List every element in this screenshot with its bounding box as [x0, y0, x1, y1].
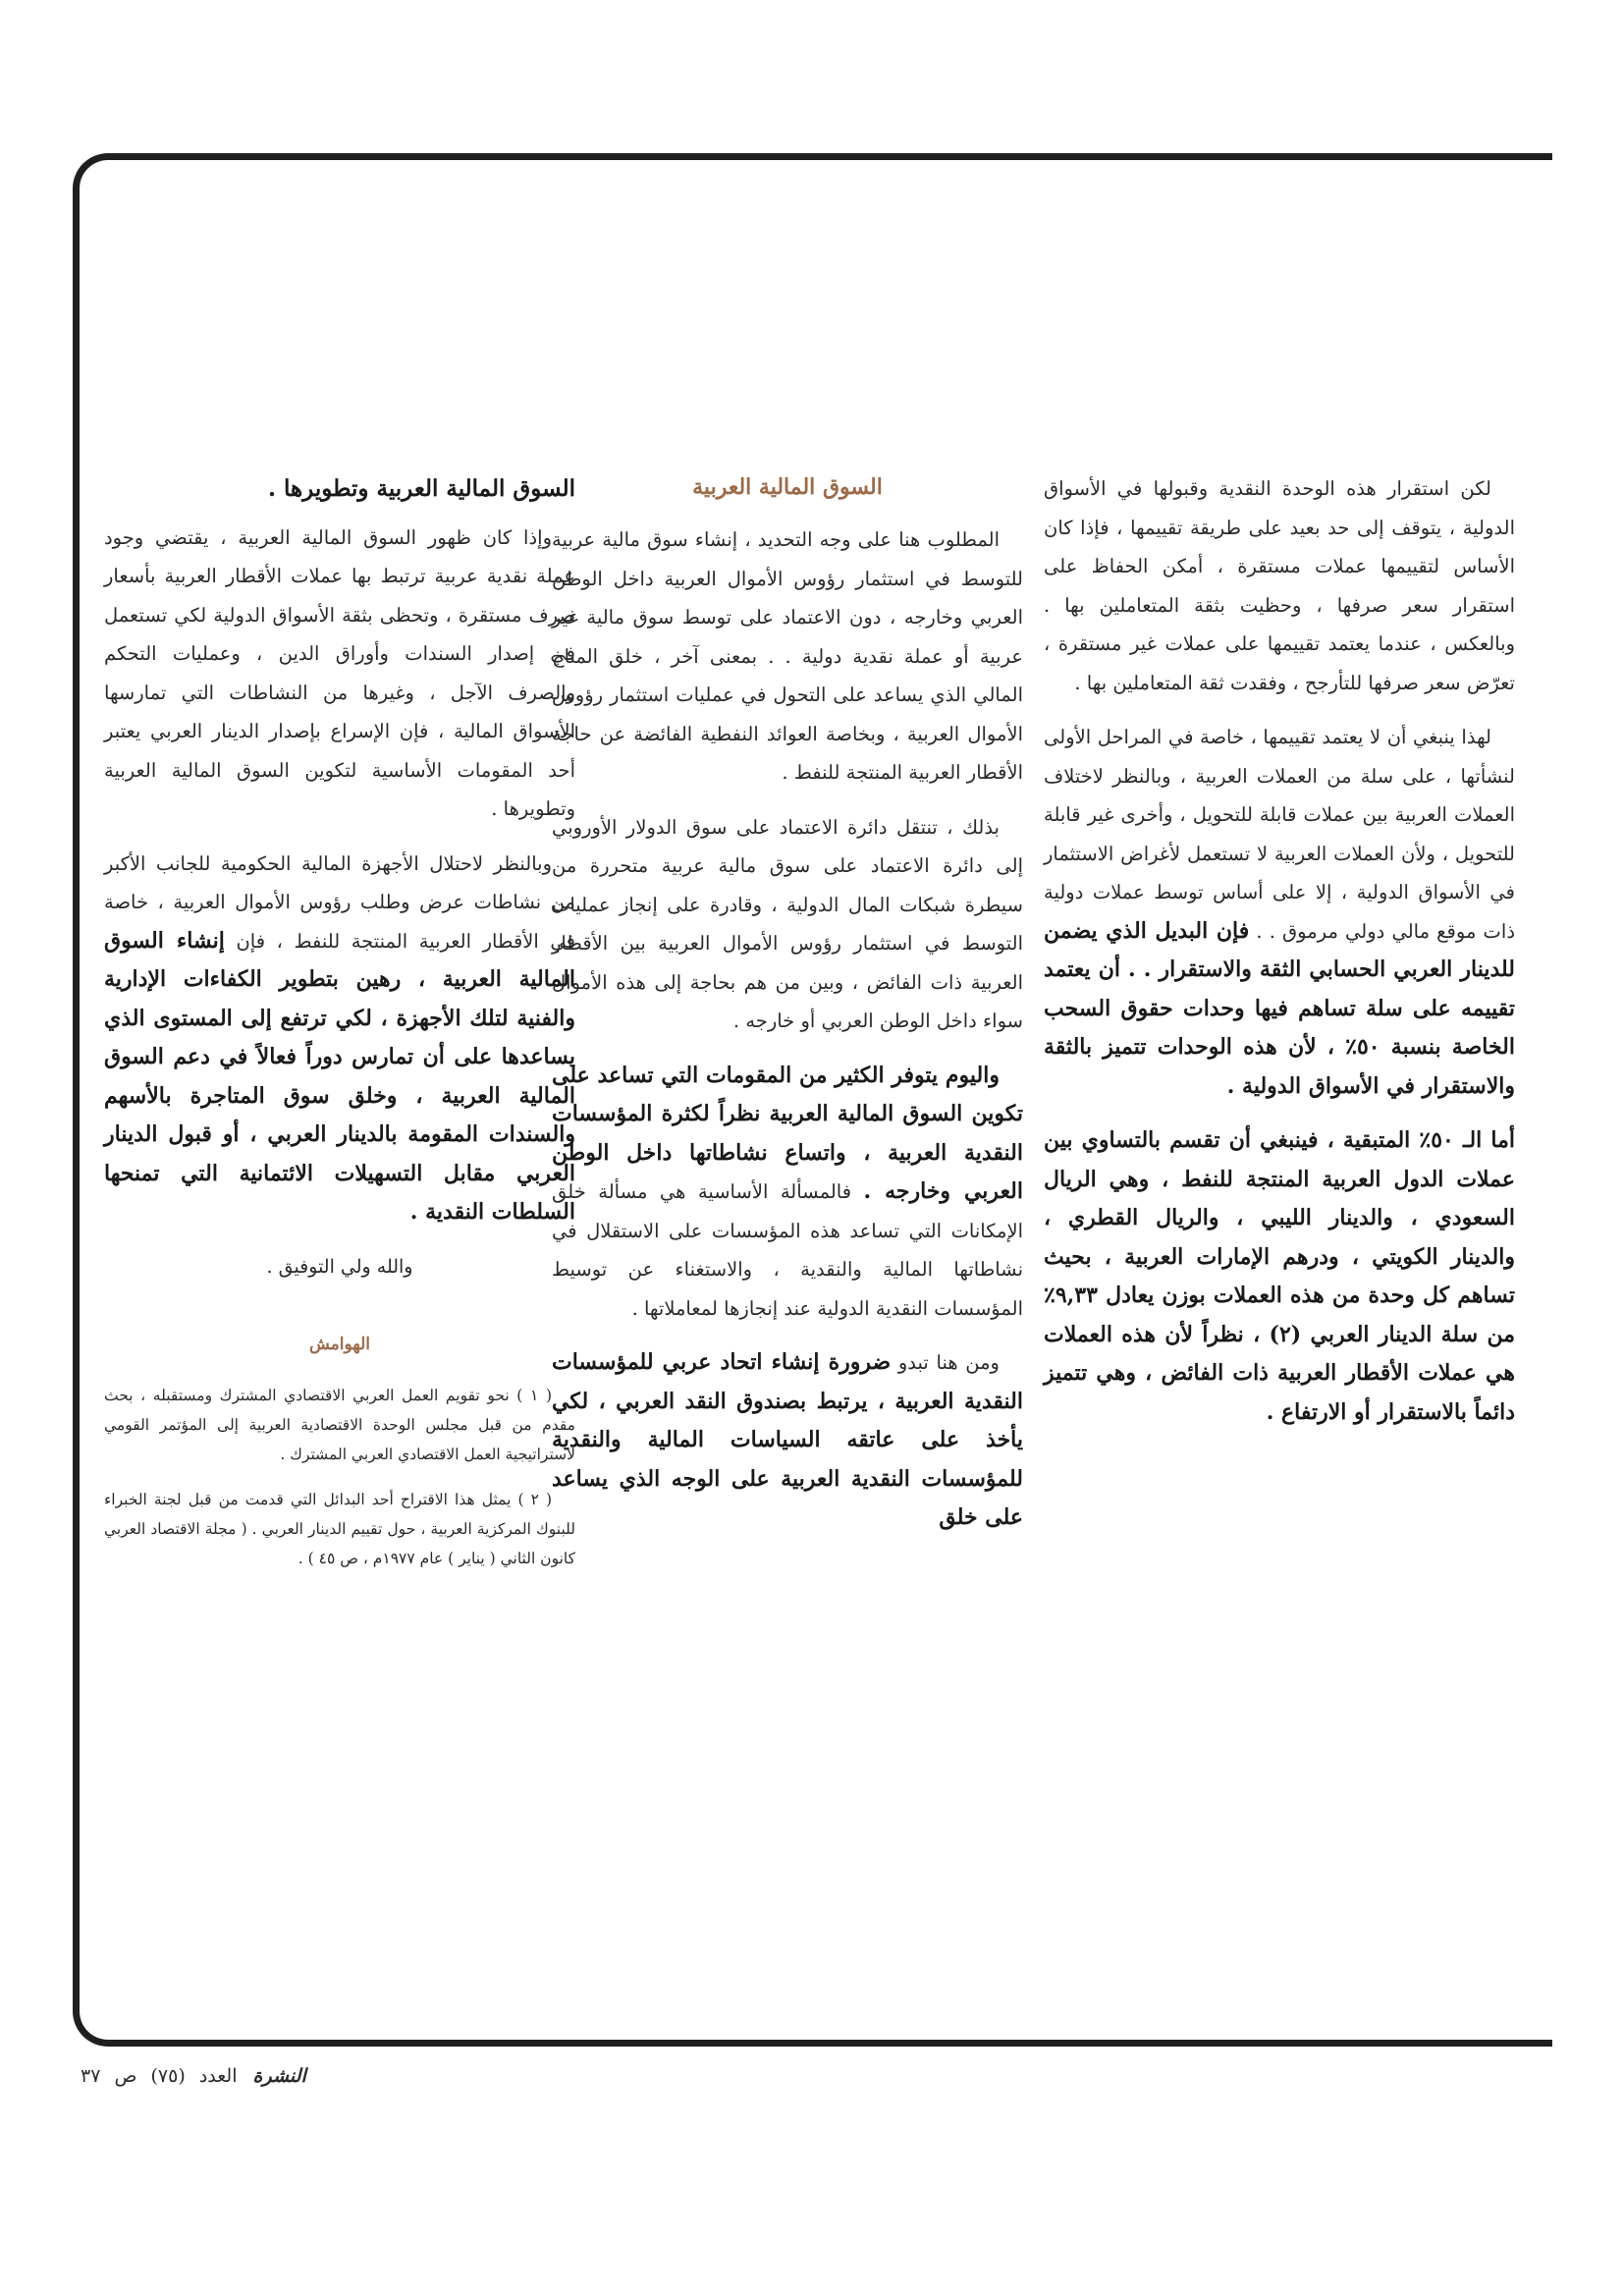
bold-statement: إنشاء السوق المالية العربية ، رهين بتطوير الكفاءات الإدارية والفنية لتلك الأجهزة ، لكي ترتفع إلى المستوى الذي يساعدها على أن تمارس دوراً فعالاً في دعم السوق المالية العربية ، وخلق سوق المتاجرة بالأسهم والسندات المقومة بالدينار العربي ، أو قبول الدينار العربي مقابل التسهيلات الائتمانية التي تمنحها السلطات النقدية .: [104, 927, 575, 1225]
column-right: [1044, 469, 1515, 2021]
paragraph-text: ومن هنا تبدو: [897, 1351, 1000, 1374]
paragraph: لكن استقرار هذه الوحدة النقدية وقبولها في الأسواق الدولية ، يتوقف إلى حد بعيد على طريقة تقييمها ، فإذا كان الأساس لتقييمها عملات مستقرة ، أمكن الحفاظ على استقرار سعر صرفها ، وحظيت بثقة المتعاملين بها . وبالعكس ، عندما يعتمد تقييمها على عملات غير مستقرة ، تعرّض سعر صرفها للتأرجح ، وفقدت ثقة المتعاملين بها .: [1044, 477, 1515, 694]
paragraph-text: فالمسألة الأساسية هي مسألة خلق الإمكانات التي تساعد هذه المؤسسات على الاستقلال في نشاطاتها المالية والنقدية ، والاستغناء عن توسيط المؤسسات النقدية الدولية عند إنجازها لمعاملاتها .: [552, 1180, 1023, 1320]
bold-statement: فإن البديل الذي يضمن للدينار العربي الحسابي الثقة والاستقرار . . أن يعتمد تقييمه على سلة تساهم فيها وحدات حقوق السحب الخاصة بنسبة ٥٠٪ ، لأن هذه الوحدات تتميز بالثقة والاستقرار في الأسواق الدولية .: [1044, 917, 1515, 1099]
bold-statement: واليوم يتوفر الكثير من المقومات التي تساعد على تكوين السوق المالية العربية نظراً لكثرة المؤسسات النقدية العربية ، واتساع نشاطاتها داخل الوطن العربي وخارجه .: [552, 1062, 1023, 1204]
footnote: ( ٢ ) يمثل هذا الاقتراح أحد البدائل التي قدمت من قبل لجنة الخبراء للبنوك المركزية العربية ، حول تقييم الدينار العربي . ( مجلة الاقتصاد العربي كانون الثاني ( يناير ) عام ١٩٧٧م ، ص ٤٥ ) .: [104, 1490, 575, 1567]
footnote: ( ١ ) نحو تقويم العمل العربي الاقتصادي المشترك ومستقبله ، بحث مقدم من قبل مجلس الوحدة الاقتصادية العربية إلى المؤتمر القومي لاستراتيجية العمل الاقتصادي العربي المشترك .: [104, 1386, 575, 1463]
section-heading: السوق المالية العربية: [692, 474, 883, 500]
closing-line: والله ولي التوفيق .: [266, 1255, 413, 1278]
footnotes-title: الهوامش: [308, 1335, 371, 1354]
paragraph: بذلك ، تنتقل دائرة الاعتماد على سوق الدولار الأوروبي إلى دائرة الاعتماد على سوق مالية عربية متحررة من سيطرة شبكات المال الدولية ، وقادرة على إنجاز عمليات التوسط في استثمار رؤوس الأموال العربية بين الأقطار العربية ذات الفائض ، وبين من هم بحاجة إلى هذه الأموال سواء داخل الوطن العربي أو خارجه .: [552, 815, 1023, 1032]
paragraph: [104, 845, 575, 1232]
page-label: ص: [114, 2065, 137, 2087]
paragraph: [1044, 718, 1515, 1106]
paragraph-text: وبالنظر لاحتلال الأجهزة المالية الحكومية للجانب الأكبر من نشاطات عرض وطلب رؤوس الأموال العربية ، خاصة في الأقطار العربية المنتجة للنفط ، فإن: [104, 851, 576, 953]
page-number: ٣٧: [81, 2065, 101, 2087]
paragraph-text: لهذا ينبغي أن لا يعتمد تقييمها ، خاصة في المراحل الأولى لنشأتها ، على سلة من العملات العربية ، وبالنظر لاختلاف العملات العربية بين عملات قابلة للتحويل ، وأخرى غير قابلة للتحويل ، ولأن العملات العربية لا تستعمل لأغراض الاستثمار في الأسواق الدولية ، إلا على أساس توسط عملات دولية ذات موقع مالي دولي مرموق . .: [1044, 726, 1515, 943]
paragraph: [552, 1057, 1023, 1329]
bold-statement: ضرورة إنشاء اتحاد عربي للمؤسسات النقدية العربية ، يرتبط بصندوق النقد العربي ، لكي يأخذ على عاتقه السياسات المالية والنقدية للمؤسسات النقدية العربية على الوجه الذي يساعد على خلق: [552, 1349, 1023, 1530]
paragraph: وإذا كان ظهور السوق المالية العربية ، يقتضي وجود عملة نقدية عربية ترتبط بها عملات الأقطار العربية بأسعار صرف مستقرة ، وتحظى بثقة الأسواق الدولية لكي تستعمل في إصدار السندات وأوراق الدين ، وعمليات التحكم والصرف الآجل ، وغيرها من النشاطات التي تمارسها الأسواق المالية ، فإن الإسراع بإصدار الدينار العربي يعتبر أحد المقومات الأساسية لتكوين السوق المالية العربية وتطويرها .: [104, 525, 575, 820]
section-heading: السوق المالية العربية وتطويرها .: [267, 475, 575, 502]
bold-paragraph: أما الـ ٥٠٪ المتبقية ، فينبغي أن تقسم بالتساوي بين عملات الدول العربية المنتجة للنفط ، وهي الريال السعودي ، والدينار الليبي ، والريال القطري ، والدينار الكويتي ، ودرهم الإمارات العربية ، بحيث تساهم كل وحدة من هذه العملات بوزن يعادل ٩,٣٣٪ من سلة الدينار العربي (٢) ، نظراً لأن هذه العملات هي عملات الأقطار العربية ذات الفائض ، وهي تتميز دائماً بالاستقرار أو الارتفاع .: [1044, 1127, 1516, 1425]
paragraph: المطلوب هنا على وجه التحديد ، إنشاء سوق مالية عربية للتوسط في استثمار رؤوس الأموال العربية داخل الوطن العربي وخارجه ، دون الاعتماد على توسط سوق مالية غير عربية أو عملة نقدية دولية . . بمعنى آخر ، خلق المناخ المالي الذي يساعد على التحول في عمليات استثمار رؤوس الأموال العربية ، وبخاصة العوائد النفطية الفائضة عن حاجة الأقطار العربية المنتجة للنفط .: [552, 528, 1023, 784]
issue-label: العدد: [198, 2065, 238, 2087]
issue-number: (٧٥): [150, 2065, 186, 2087]
page-footer: [73, 2065, 306, 2087]
paragraph: [552, 1343, 1023, 1538]
column-left: [104, 469, 575, 2021]
magazine-logo: النشرة: [252, 2065, 306, 2087]
column-center: [552, 469, 1023, 2021]
